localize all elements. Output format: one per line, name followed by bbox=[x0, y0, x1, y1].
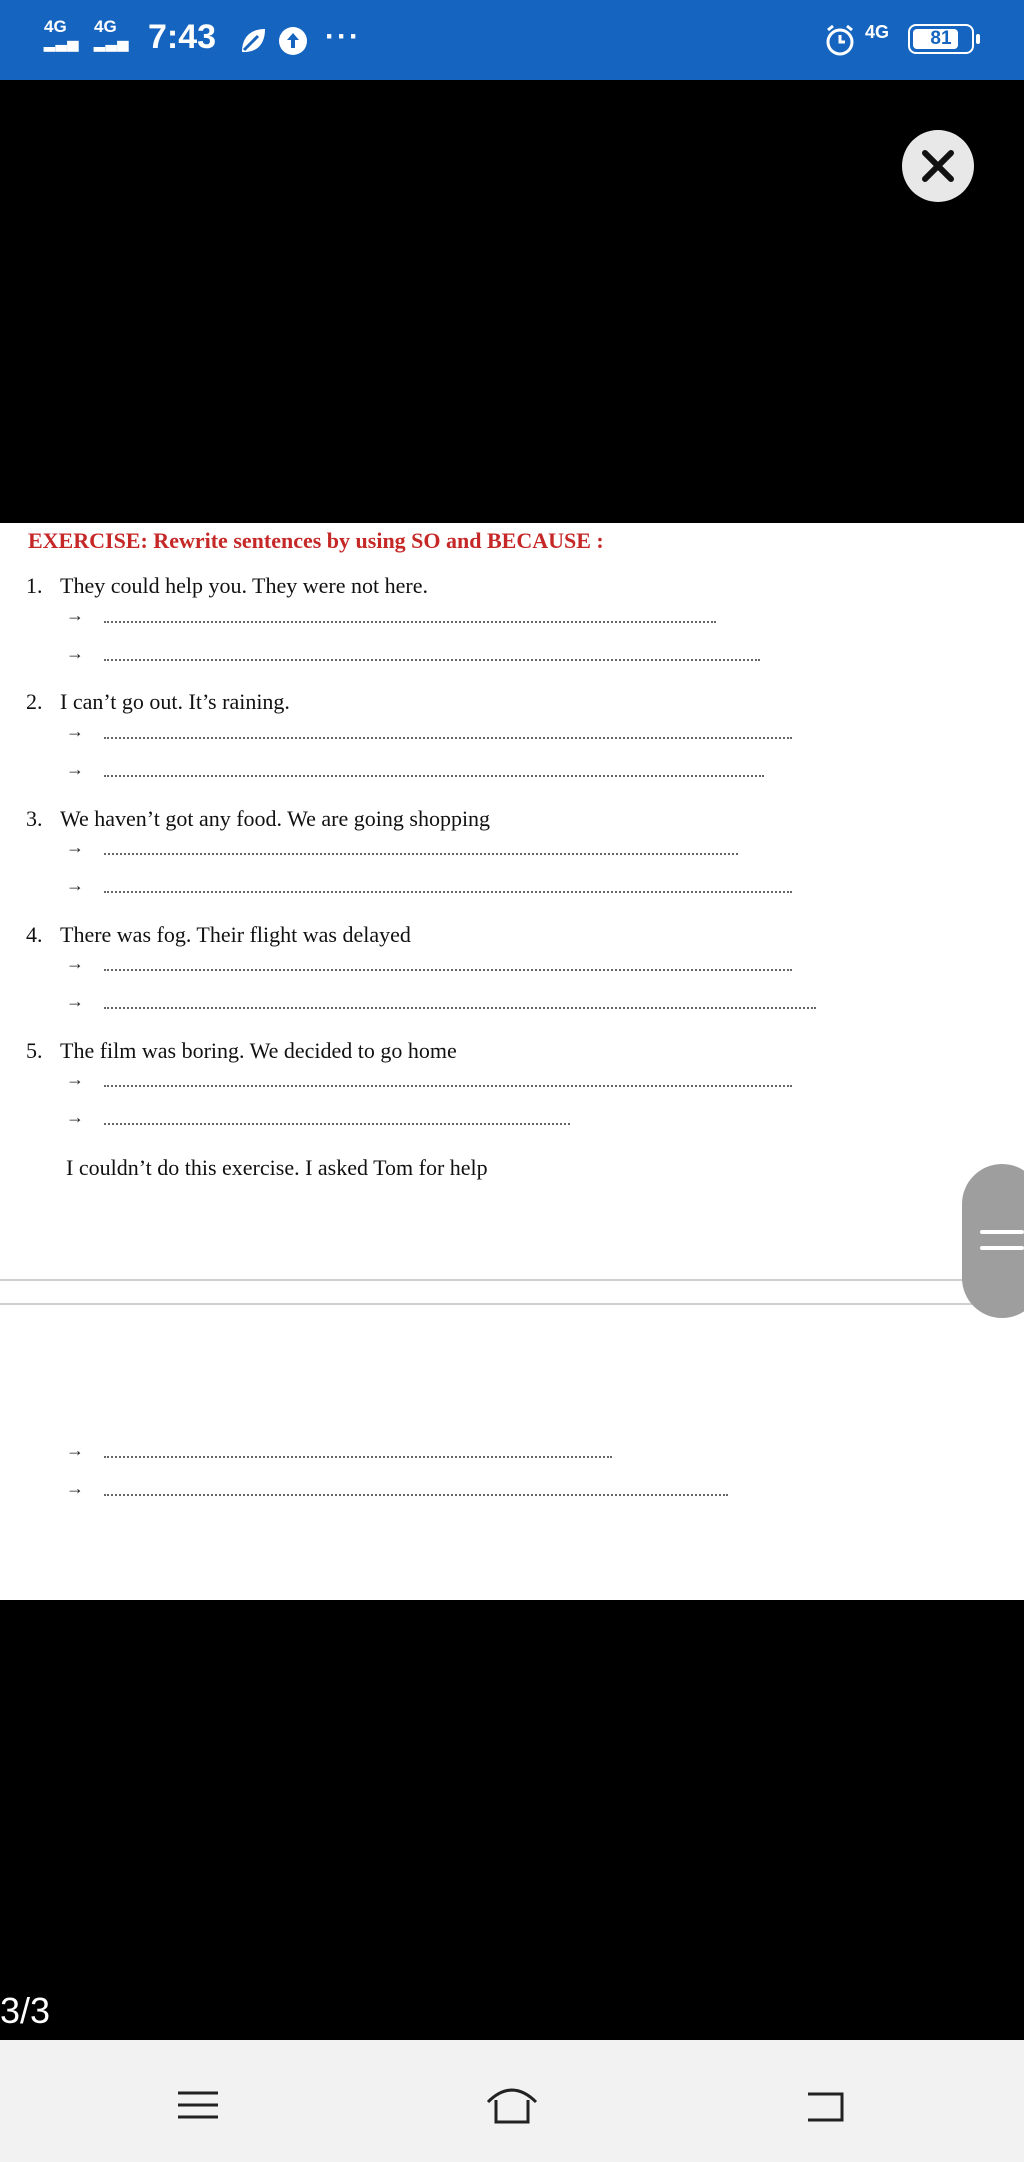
question-text: They could help you. They were not here. bbox=[60, 573, 428, 598]
question-text: The film was boring. We decided to go home bbox=[60, 1038, 457, 1063]
leaf-icon bbox=[236, 24, 270, 58]
alarm-icon bbox=[822, 22, 858, 58]
home-button[interactable] bbox=[482, 2080, 542, 2130]
arrow-icon: → bbox=[66, 1069, 84, 1089]
question-text: There was fog. Their flight was delayed bbox=[60, 922, 411, 947]
question-text: We haven’t got any food. We are going shopping bbox=[60, 806, 491, 831]
question-1 bbox=[26, 573, 428, 599]
question-4 bbox=[26, 922, 411, 948]
question-number: 5. bbox=[26, 1038, 43, 1063]
signal-1-icon: 4G ▂▃▅ bbox=[44, 17, 80, 51]
answer-line bbox=[66, 1069, 792, 1090]
signal-2-label: 4G bbox=[94, 17, 117, 36]
side-drag-handle[interactable] bbox=[962, 1164, 1024, 1318]
arrow-icon: → bbox=[66, 1107, 84, 1127]
answer-line bbox=[66, 1478, 728, 1499]
question-number: 1. bbox=[26, 573, 43, 598]
answer-line bbox=[66, 643, 760, 664]
answer-line bbox=[66, 953, 792, 974]
page-break bbox=[0, 1279, 1024, 1305]
status-bar bbox=[0, 0, 1024, 80]
answer-line bbox=[66, 1107, 570, 1128]
page-indicator: 3/3 bbox=[0, 1990, 51, 2031]
question-number: 2. bbox=[26, 689, 43, 714]
question-5 bbox=[26, 1038, 457, 1064]
clock: 7:43 bbox=[148, 18, 217, 56]
question-text: I can’t go out. It’s raining. bbox=[60, 689, 290, 714]
arrow-icon: → bbox=[66, 605, 84, 625]
arrow-icon: → bbox=[66, 837, 84, 857]
answer-line bbox=[66, 991, 816, 1012]
arrow-icon: → bbox=[66, 643, 84, 663]
answer-line bbox=[66, 721, 792, 742]
navigation-bar bbox=[0, 2040, 1024, 2162]
answer-line bbox=[66, 1440, 612, 1461]
home-icon bbox=[482, 2080, 542, 2130]
close-button[interactable] bbox=[902, 130, 974, 202]
arrow-icon: → bbox=[66, 1478, 84, 1498]
upload-icon bbox=[276, 24, 310, 58]
battery-icon bbox=[908, 24, 974, 54]
back-button[interactable] bbox=[796, 2080, 856, 2130]
arrow-icon: → bbox=[66, 759, 84, 779]
question-2 bbox=[26, 689, 290, 715]
exercise-title: EXERCISE: Rewrite sentences by using SO and BECAUSE : bbox=[28, 528, 604, 553]
extra-sentence: I couldn’t do this exercise. I asked Tom for help bbox=[66, 1155, 488, 1180]
answer-line bbox=[66, 875, 792, 896]
network-type: 4G bbox=[865, 22, 890, 42]
arrow-icon: → bbox=[66, 721, 84, 741]
back-icon bbox=[796, 2080, 856, 2130]
menu-icon bbox=[168, 2080, 228, 2130]
question-number: 3. bbox=[26, 806, 43, 831]
question-3 bbox=[26, 806, 490, 832]
answer-line bbox=[66, 759, 764, 780]
arrow-icon: → bbox=[66, 875, 84, 895]
battery-level: 81 bbox=[930, 28, 952, 49]
menu-button[interactable] bbox=[168, 2080, 228, 2130]
close-icon bbox=[920, 148, 956, 184]
arrow-icon: → bbox=[66, 953, 84, 973]
more-notifications-icon: ··· bbox=[325, 20, 361, 53]
signal-2-icon: 4G ▂▃▅ bbox=[94, 17, 130, 51]
answer-line bbox=[66, 837, 738, 858]
arrow-icon: → bbox=[66, 1440, 84, 1460]
answer-line bbox=[66, 605, 716, 626]
question-number: 4. bbox=[26, 922, 43, 947]
document-page bbox=[0, 523, 1024, 1600]
arrow-icon: → bbox=[66, 991, 84, 1011]
signal-1-label: 4G bbox=[44, 17, 67, 36]
